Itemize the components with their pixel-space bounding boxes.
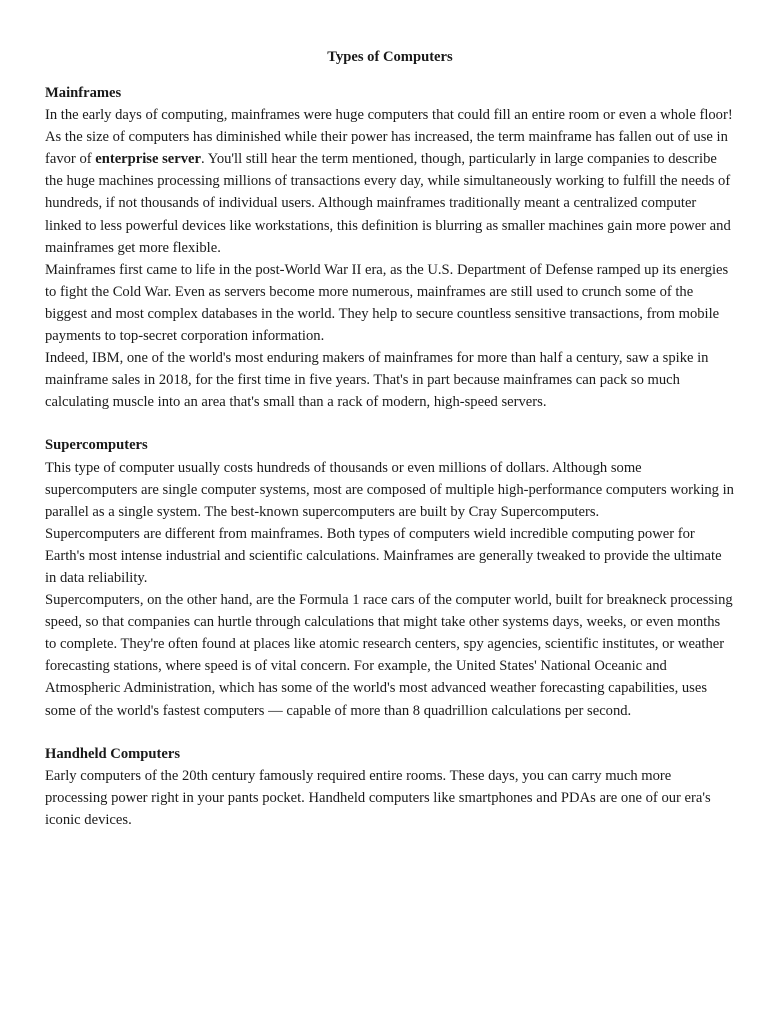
mainframes-paragraph-2: Mainframes first came to life in the post-World War II era, as the U.S. Department of Defense ramped up its energies to fight the Cold War. Even as servers become more numerous, mainframes are still used to crunch some of the biggest and most complex databases in the world. They help to secure countless sensitive transactions, from mobile payments to top-secret corporation information. [45,261,729,345]
page-title: Types of Computers [327,49,453,65]
mainframes-p1-text-start: In the early days of computing, mainframes were huge computers that could fill an entire room or even a whole floor! As the size of computers has diminished while their power has increased, the term mainframe has fallen out of use in favor of [45,107,733,168]
section-heading-mainframes: Mainframes [45,85,122,101]
mainframes-paragraph-3: Indeed, IBM, one of the world's most enduring makers of mainframes for more than half a century, saw a spike in mainframe sales in 2018, for the first time in five years. That's in part because mainframes can pack so much calculating muscle into an area that's small than a rack of modern, high-speed servers. [45,350,709,411]
section-heading-handheld: Handheld Computers [45,745,181,762]
section-supercomputers [45,434,735,721]
section-mainframes [45,82,735,413]
enterprise-server-term: enterprise server [95,151,201,168]
supercomputers-paragraph-3: Supercomputers, on the other hand, are the Formula 1 race cars of the computer world, built for breakneck processing speed, so that companies can hurtle through calculations that might take other systems days, weeks, or even months to complete. They're often found at places like atomic research centers, spy agencies, scientific institutes, or weather forecasting stations, where speed is of vital concern. For example, the United States' National Oceanic and Atmospheric Administration, which has some of the world's most advanced weather forecasting capabilities, uses some of the world's fastest computers — capable of more than 8 quadrillion calculations per second. [45,592,733,719]
mainframes-p1-text-end: . You'll still hear the term mentioned, though, particularly in large companies to describe the huge machines processing millions of transactions every day, while simultaneously working to fulfill the needs of hundreds, if not thousands of individual users. Although mainframes traditionally meant a centralized computer linked to less powerful devices like workstations, this definition is blurring as smaller machines gain more power and mainframes get more flexible. [45,151,731,256]
section-handheld-computers [45,743,735,831]
supercomputers-paragraph-1: This type of computer usually costs hundreds of thousands or even millions of dollars. Although some supercomputers are single computer systems, most are composed of multiple high-performance computers working in parallel as a single system. The best-known supercomputers are built by Cray Supercomputers. [45,459,734,520]
mainframes-paragraph-1 [45,104,735,259]
supercomputers-paragraph-2: Supercomputers are different from mainframes. Both types of computers wield incredible computing power for Earth's most intense industrial and scientific calculations. Mainframes are generally tweaked to provide the ultimate in data reliability. [45,525,722,586]
section-heading-supercomputers: Supercomputers [45,437,148,454]
handheld-paragraph-1: Early computers of the 20th century famously required entire rooms. These days, you can carry much more processing power right in your pants pocket. Handheld computers like smartphones and PDAs are one of our era's iconic devices. [45,767,711,828]
document-page [45,46,735,852]
